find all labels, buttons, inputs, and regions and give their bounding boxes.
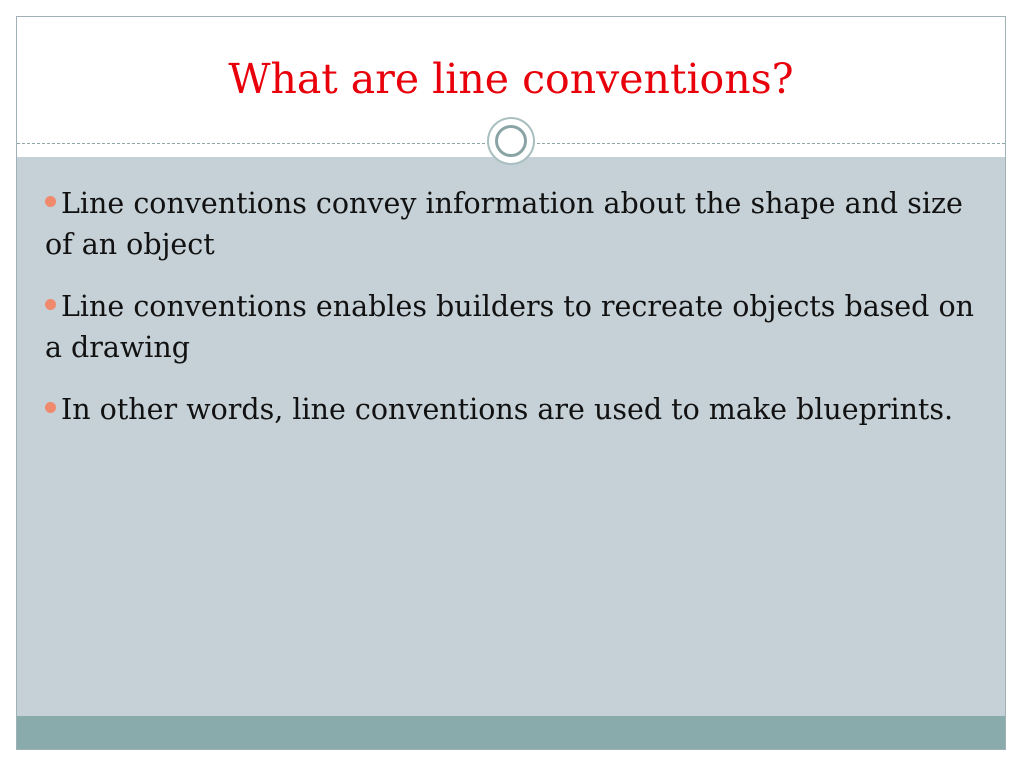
slide-frame	[16, 16, 1006, 750]
circle-ring-ornament-icon	[487, 117, 535, 165]
bullet-list	[45, 183, 985, 451]
bullet-text: Line conventions convey information about the shape and size of an object	[45, 187, 963, 261]
bullet-item	[45, 286, 985, 368]
bullet-dot-icon	[45, 196, 56, 207]
bullet-item	[45, 389, 985, 430]
slide-title: What are line conventions?	[228, 55, 794, 103]
bullet-dot-icon	[45, 299, 56, 310]
bullet-item	[45, 183, 985, 265]
bullet-text: Line conventions enables builders to recreate objects based on a drawing	[45, 290, 974, 364]
footer-band	[17, 716, 1005, 749]
bullet-text: In other words, line conventions are used to make blueprints.	[61, 393, 954, 426]
inner-ring-icon	[495, 125, 527, 157]
bullet-dot-icon	[45, 402, 56, 413]
